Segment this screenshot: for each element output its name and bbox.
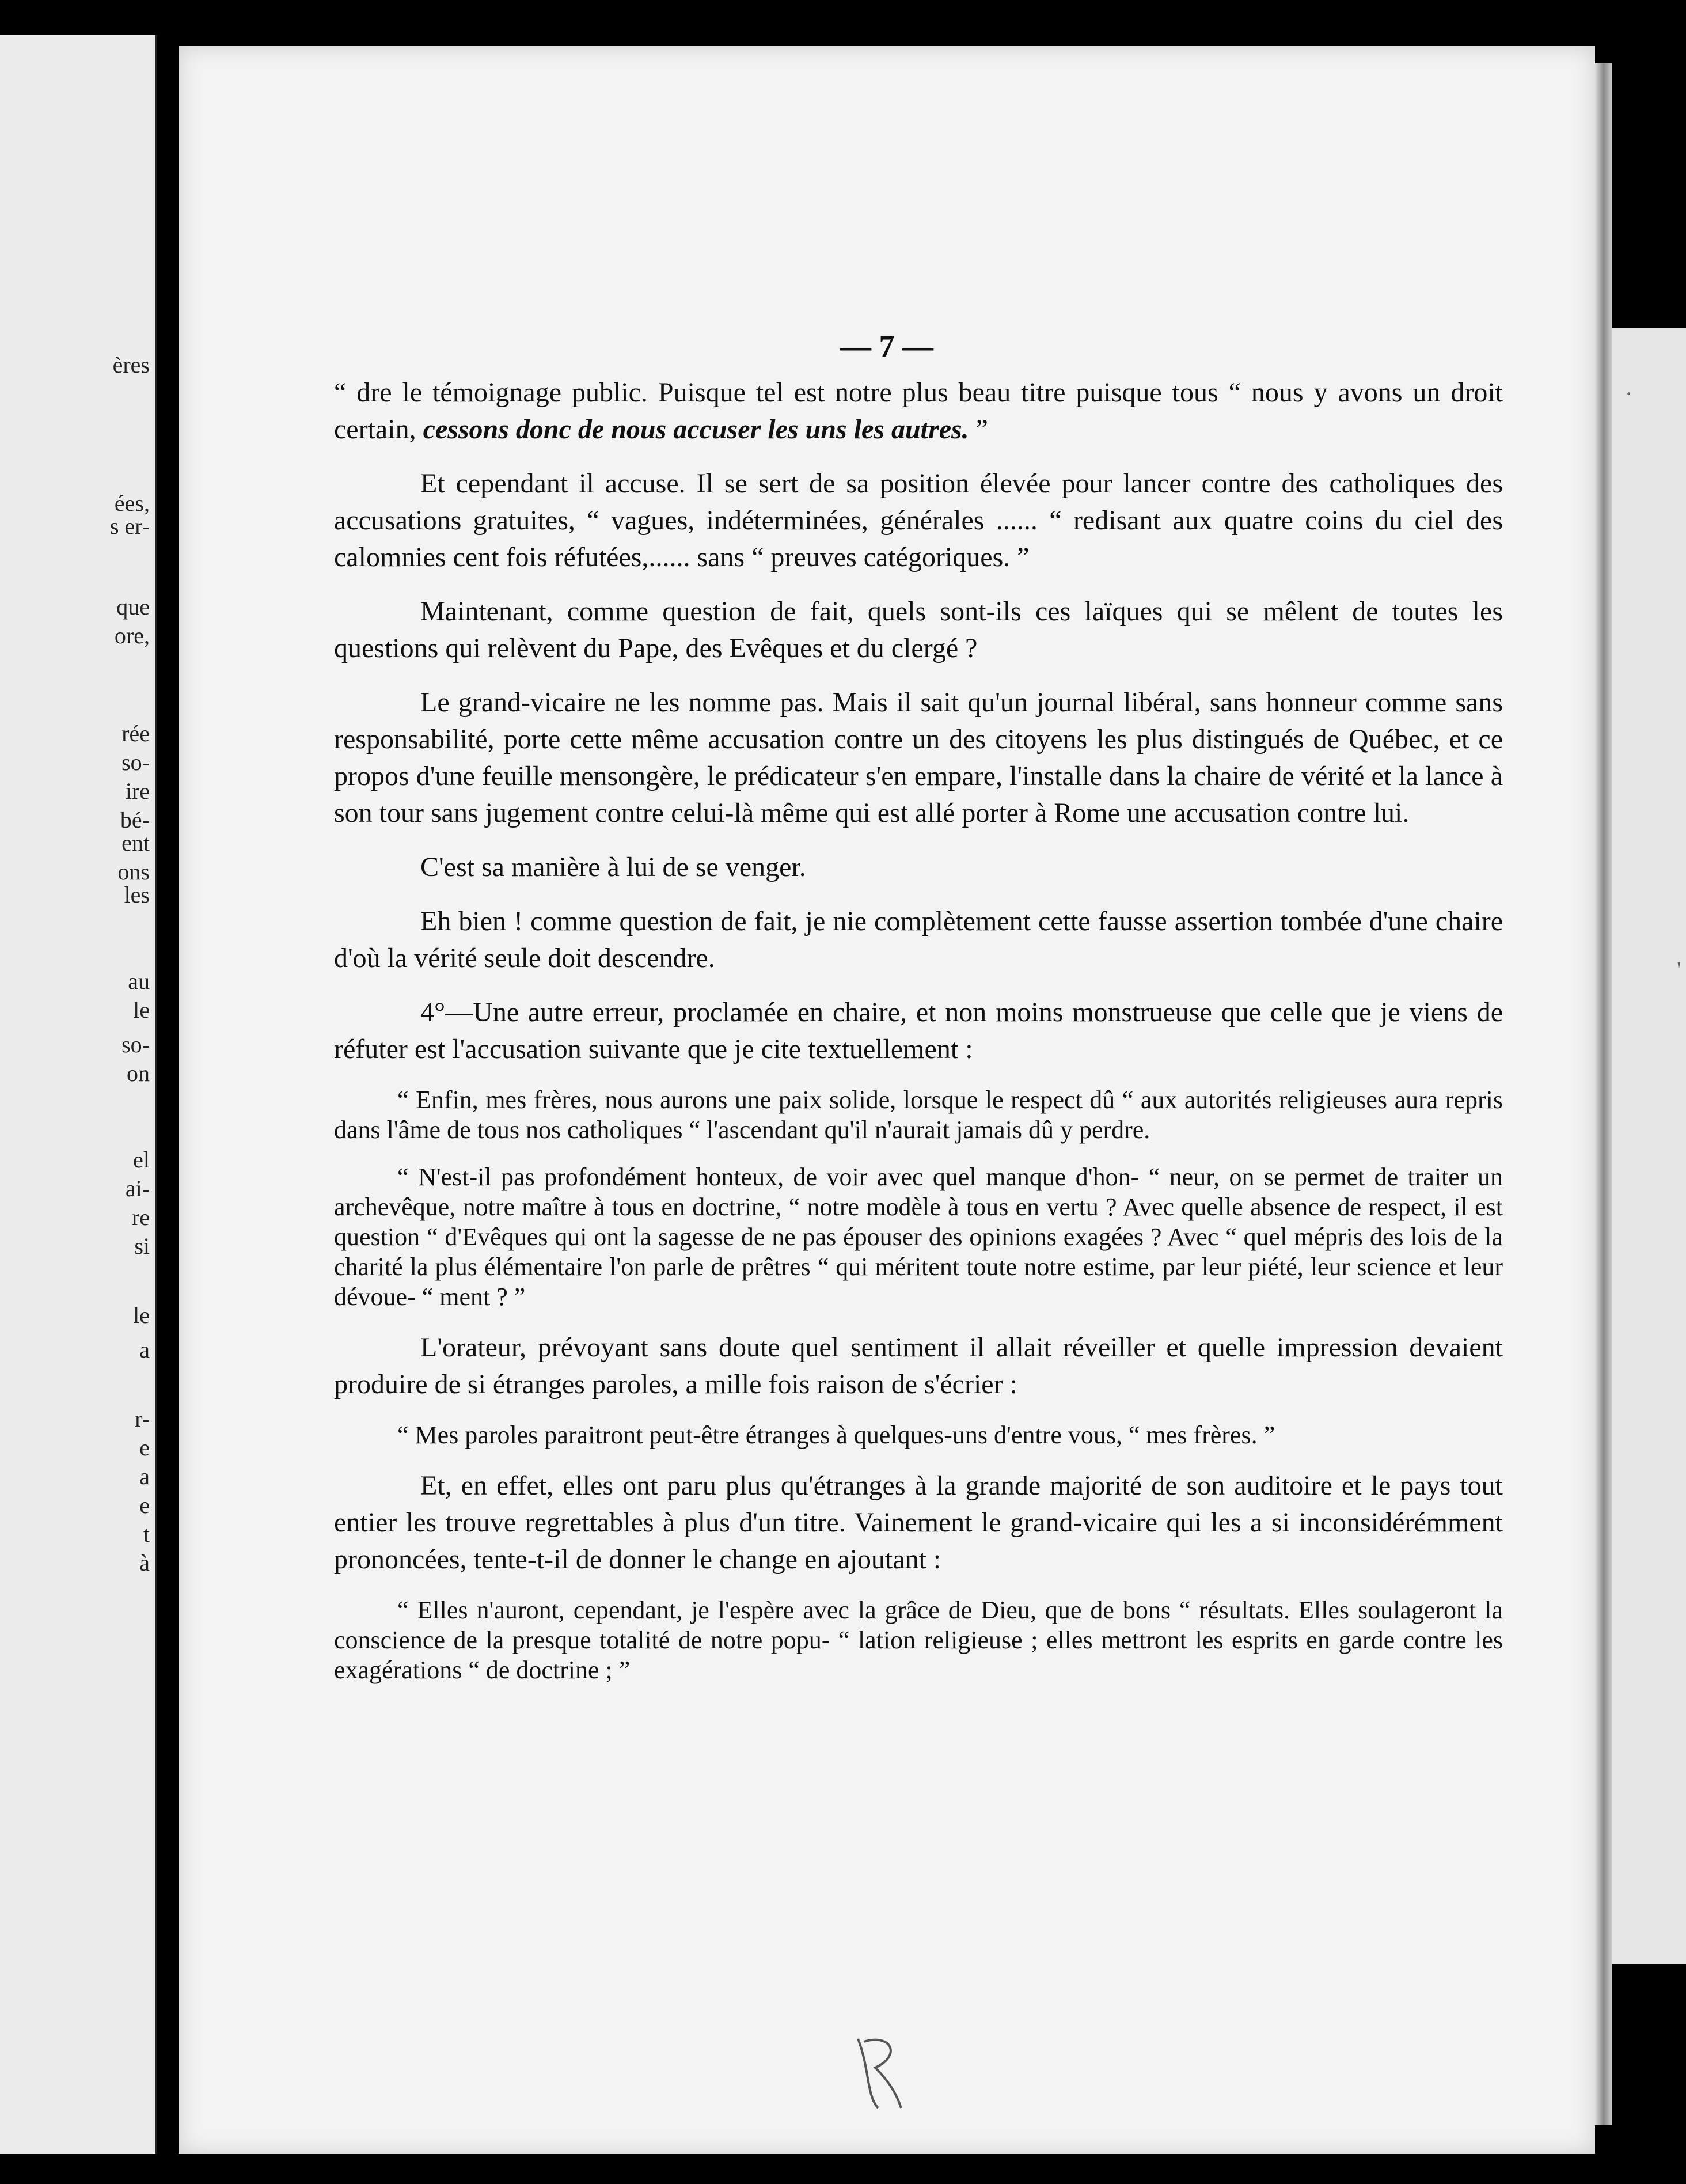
left-margin-fragment: si [134, 1233, 150, 1259]
emphasized-text: cessons donc de nous accuser les uns les autres. [423, 414, 969, 445]
left-margin-fragment: re [131, 1204, 150, 1230]
page-body [334, 374, 1503, 1703]
left-margin-fragment: s er- [109, 513, 150, 539]
paragraph-text: 4°—Une autre erreur, proclamée en chaire, et non moins monstrueuse que celle que je viens de réfuter est l'accusation suivante que je cite textuellement : [334, 997, 1503, 1064]
left-margin-fragment: r- [135, 1406, 150, 1432]
left-margin-fragment: ons [117, 859, 150, 885]
left-margin-fragment: t [143, 1521, 150, 1547]
paragraph [334, 465, 1503, 576]
page-edge [1595, 63, 1612, 2125]
left-margin-fragment: les [124, 882, 150, 908]
document-page [179, 46, 1595, 2154]
left-margin-fragment: bé- [120, 807, 150, 833]
left-margin-fragment: ore, [114, 623, 150, 649]
paragraph-text: Et cependant il accuse. Il se sert de sa position élevée pour lancer contre des catholiques des accusations gratuites, “ vagues, indéterminées, générales ...... “ redisant aux quatre coins du ciel des calomnies cent fois réfutées,...... sans “ preuves catégoriques. ” [334, 468, 1503, 572]
left-margin-fragment: el [133, 1147, 150, 1173]
left-margin-fragment: à [139, 1550, 150, 1576]
paragraph [334, 684, 1503, 832]
quoted-paragraph [334, 1595, 1503, 1685]
left-margin-fragment: a [139, 1463, 150, 1489]
left-margin-fragment: ire [125, 778, 150, 804]
paragraph-text-end: ” [969, 414, 988, 445]
paragraph-text: “ dre le témoignage public. Puisque tel est notre plus beau titre puisque tous “ nous y avons un droit certain, [334, 377, 1503, 445]
paragraph-text: C'est sa manière à lui de se venger. [420, 852, 806, 882]
paragraph-text: Et, en effet, elles ont paru plus qu'étranges à la grande majorité de son auditoire et le pays tout entier les trouve regrettables à plus d'un titre. Vainement le grand-vicaire qui les a si inconsidérémment prononcées, tente-t-il de donner le change en ajoutant : [334, 1470, 1503, 1575]
adjacent-left-page [0, 35, 157, 2154]
left-margin-fragment: au [128, 968, 150, 994]
left-margin-fragment: ai- [125, 1176, 150, 1201]
left-margin-fragment: on [127, 1060, 150, 1086]
left-margin-fragment: ées, [114, 490, 150, 516]
paragraph-text: “ N'est-il pas profondément honteux, de voir avec quel manque d'hon- “ neur, on se permet de traiter un archevêque, notre maître à tous en doctrine, “ notre modèle à tous en vertu ? Avec quelle absence de respect, il est question “ d'Evêques qui ont la sagesse de ne pas épouser des opinions exagées ? Avec “ quel mépris des lois de la charité la plus élémentaire l'on parle de prêtres “ qui méritent toute notre estime, par leur piété, leur science et leur dévoue- “ ment ? ” [334, 1163, 1503, 1311]
left-margin-fragment: ères [112, 352, 150, 378]
paragraph [334, 1329, 1503, 1403]
left-margin-fragment: le [133, 997, 150, 1023]
paragraph-text: L'orateur, prévoyant sans doute quel sentiment il allait réveiller et quelle impression devaient produire de si étranges paroles, a mille fois raison de s'écrier : [334, 1332, 1503, 1400]
handwritten-mark [846, 2027, 910, 2114]
left-margin-fragment: rée [121, 721, 150, 746]
quoted-paragraph [334, 1420, 1503, 1450]
paragraph [334, 374, 1503, 448]
paragraph-text: Le grand-vicaire ne les nomme pas. Mais il sait qu'un journal libéral, sans honneur comme sans responsabilité, porte cette même accusation contre un des citoyens les plus distingués de Québec, et ce propos d'une feuille mensongère, le prédicateur s'en empare, l'installe dans la chaire de vérité et la lance à son tour sans jugement contre celui-là même qui est allé porter à Rome une accusation contre lui. [334, 687, 1503, 828]
paragraph-text: “ Mes paroles paraitront peut-être étranges à quelques-uns d'entre vous, “ mes frères. ” [397, 1421, 1275, 1449]
paragraph [334, 593, 1503, 667]
left-margin-fragment: e [139, 1492, 150, 1518]
right-margin-fragment: · [1625, 381, 1633, 407]
paragraph-text: “ Enfin, mes frères, nous aurons une paix solide, lorsque le respect dû “ aux autorités religieuses aura repris dans l'âme de tous nos catholiques “ l'ascendant qu'il n'aurait jamais dû y perdre. [334, 1086, 1503, 1144]
left-margin-fragment: ent [121, 830, 150, 856]
left-margin-fragment: que [116, 594, 150, 620]
paragraph-text: “ Elles n'auront, cependant, je l'espère avec la grâce de Dieu, que de bons “ résultats. Elles soulageront la conscience de la presque totalité de notre popu- “ lation religieuse ; elles mettront les esprits en garde contre les exagérations “ de doctrine ; ” [334, 1596, 1503, 1684]
left-margin-fragment: a [139, 1337, 150, 1363]
right-margin-fragment: ' [1677, 957, 1681, 983]
quoted-paragraph [334, 1162, 1503, 1312]
left-margin-fragment: le [133, 1302, 150, 1328]
paragraph [334, 849, 1503, 886]
paragraph-text: Maintenant, comme question de fait, quels sont-ils ces laïques qui se mêlent de toutes les questions qui relèvent du Pape, des Evêques et du clergé ? [334, 596, 1503, 663]
left-margin-fragment: so- [121, 1032, 150, 1057]
paragraph [334, 1468, 1503, 1578]
left-margin-fragment: e [139, 1435, 150, 1461]
quoted-paragraph [334, 1085, 1503, 1145]
paragraph [334, 903, 1503, 977]
paragraph-text: Eh bien ! comme question de fait, je nie complètement cette fausse assertion tombée d'une chaire d'où la vérité seule doit descendre. [334, 906, 1503, 973]
page-number: — 7 — [840, 329, 933, 363]
left-margin-fragment: so- [121, 749, 150, 775]
paragraph [334, 994, 1503, 1068]
